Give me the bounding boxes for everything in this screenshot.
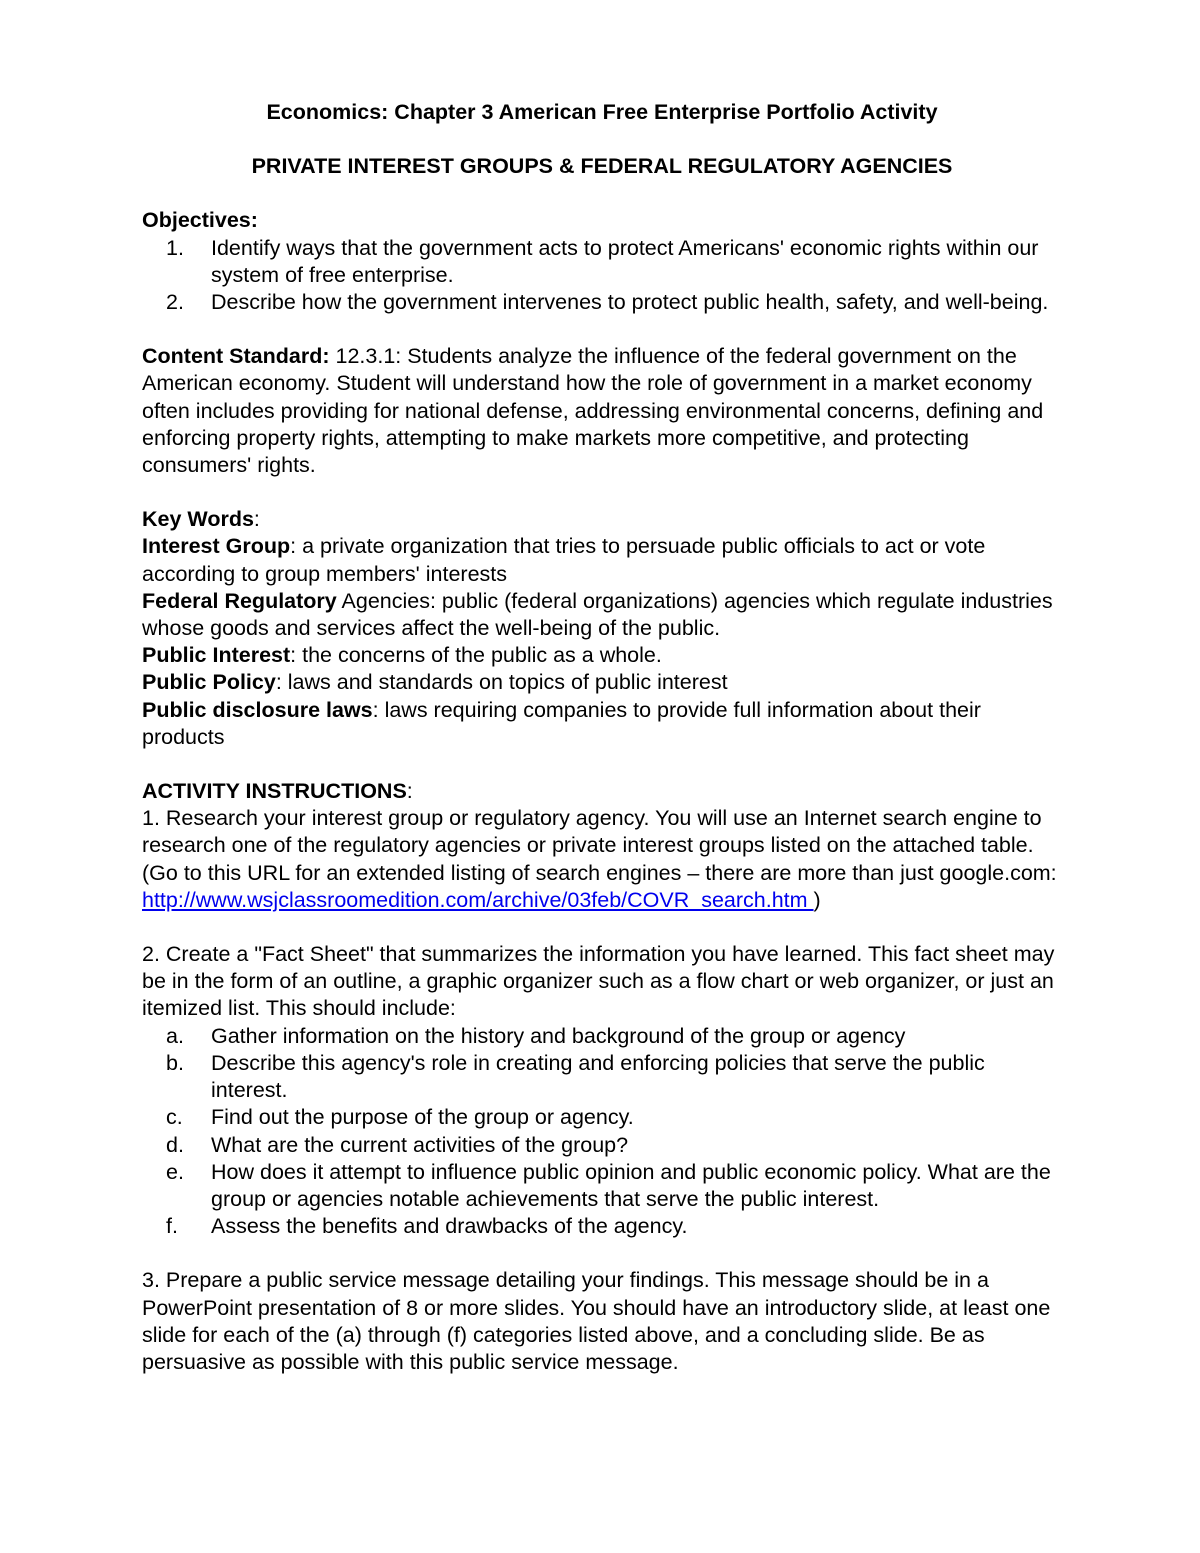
- list-item-text: What are the current activities of the group?: [211, 1132, 629, 1157]
- key-word-term: Public Interest: [142, 643, 291, 668]
- key-word-definition: : the concerns of the public as a whole.: [290, 643, 662, 668]
- list-marker: a.: [166, 1023, 184, 1048]
- list-marker: 1.: [166, 235, 184, 260]
- search-engines-link[interactable]: http://www.wsjclassroomedition.com/archive/03feb/COVR_search.htm: [142, 887, 814, 912]
- list-item: [142, 289, 1062, 316]
- list-item: [142, 235, 1062, 289]
- objectives-section: [142, 207, 1062, 316]
- instruction-step-2: 2. Create a "Fact Sheet" that summarizes the information you have learned. This fact sheet may be in the form of an outline, a graphic organizer such as a flow chart or web organizer, or just an itemized list. This should include:: [142, 942, 1055, 1021]
- list-item-text: Identify ways that the government acts to protect Americans' economic rights within our system of free enterprise.: [211, 235, 1039, 287]
- document-page: [142, 99, 1062, 1376]
- list-marker: e.: [166, 1159, 184, 1184]
- key-words-heading-suffix: :: [253, 507, 260, 532]
- list-marker: 2.: [166, 290, 184, 315]
- key-word-definition: : a private organization that tries to persuade public officials to act or vote according to group members' interests: [142, 534, 986, 586]
- list-item-text: Gather information on the history and background of the group or agency: [211, 1023, 906, 1048]
- list-item: [142, 1050, 1062, 1104]
- key-word-definition: : laws and standards on topics of public interest: [275, 670, 728, 695]
- list-item: [142, 1132, 1062, 1159]
- list-marker: b.: [166, 1050, 184, 1075]
- list-item-text: Describe this agency's role in creating and enforcing policies that serve the public interest.: [211, 1050, 985, 1103]
- instruction-step-3: 3. Prepare a public service message detailing your findings. This message should be in a PowerPoint presentation of 8 or more slides. You should have an introductory slide, at least one slide for each of the (a) through (f) categories listed above, and a concluding slide. Be as persuasive as possible with this public service message.: [142, 1268, 1051, 1374]
- content-standard: [142, 343, 1062, 479]
- list-item-text: Assess the benefits and drawbacks of the agency.: [211, 1214, 688, 1239]
- key-word-definition: : laws requiring companies to provide full information about their products: [142, 697, 981, 749]
- key-word-term: Federal Regulatory: [142, 588, 337, 613]
- list-item: [142, 1023, 1062, 1050]
- document-subtitle: PRIVATE INTEREST GROUPS & FEDERAL REGULATORY AGENCIES: [251, 154, 953, 179]
- instruction-step-1: [142, 805, 1062, 914]
- list-item: [142, 1104, 1062, 1131]
- content-standard-text: 12.3.1: Students analyze the influence of the federal government on the American economy. Student will understand how the role of government in a market economy often includes providing for national defense, addressing environmental concerns, defining and enforcing property rights, attempting to make markets more competitive, and protecting consumers' rights.: [142, 344, 1044, 478]
- key-words-heading: Key Words: [142, 507, 254, 532]
- list-item-text: How does it attempt to influence public opinion and public economic policy. What are the group or agencies notable achievements that serve the public interest.: [211, 1159, 1051, 1211]
- key-word-term: Public disclosure laws: [142, 697, 373, 722]
- objectives-list: [142, 235, 1062, 317]
- key-word-entry: [142, 533, 1062, 587]
- fact-sheet-list: [142, 1023, 1062, 1241]
- instructions-heading: ACTIVITY INSTRUCTIONS: [142, 779, 407, 804]
- instructions-section: [142, 778, 1062, 1376]
- key-words-section: [142, 506, 1062, 751]
- list-item: [142, 1159, 1062, 1213]
- step-1-text: 1. Research your interest group or regulatory agency. You will use an Internet search engine to research one of the regulatory agencies or private interest groups listed on the attached table. (Go to this URL for an extended listing of search engines – there are more than just google.com:: [142, 806, 1057, 885]
- list-marker: f.: [166, 1214, 178, 1239]
- step-1-after-link: ): [813, 887, 821, 912]
- key-word-entry: [142, 669, 1062, 696]
- key-word-term: Interest Group: [142, 534, 291, 559]
- content-standard-label: Content Standard:: [142, 344, 330, 369]
- key-word-definition: Agencies: public (federal organizations) agencies which regulate industries whose goods and services affect the well-being of the public.: [142, 588, 1053, 641]
- key-word-entry: [142, 642, 1062, 669]
- key-word-entry: [142, 697, 1062, 751]
- document-title: Economics: Chapter 3 American Free Enterprise Portfolio Activity: [266, 100, 938, 124]
- list-item-text: Describe how the government intervenes to protect public health, safety, and well-being.: [211, 290, 1049, 315]
- instructions-heading-suffix: :: [406, 779, 413, 804]
- key-word-entry: [142, 588, 1062, 642]
- list-marker: c.: [166, 1105, 183, 1130]
- list-item-text: Find out the purpose of the group or agency.: [211, 1105, 634, 1130]
- objectives-heading: Objectives:: [142, 208, 258, 233]
- key-word-term: Public Policy: [142, 670, 276, 695]
- list-item: [142, 1213, 1062, 1240]
- list-marker: d.: [166, 1132, 184, 1157]
